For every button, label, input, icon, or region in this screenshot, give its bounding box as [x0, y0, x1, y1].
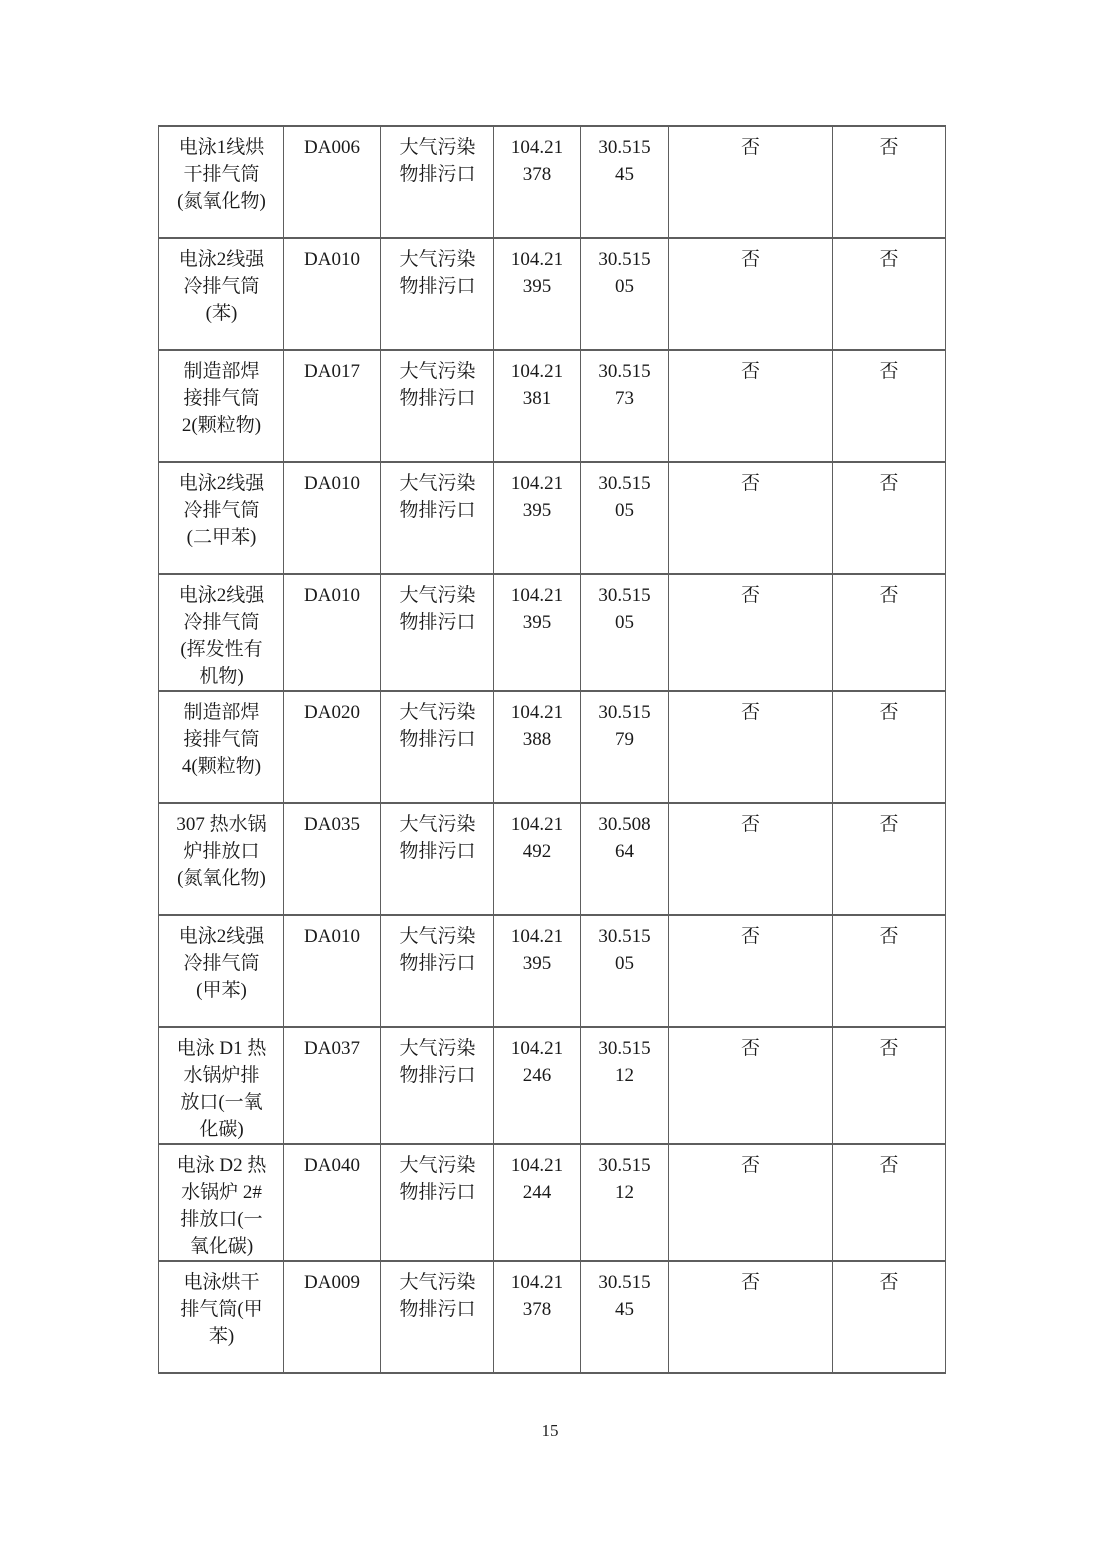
flag-cell-1: 否 — [669, 238, 833, 350]
outlet-code-cell: DA010 — [284, 238, 381, 350]
table-row — [159, 238, 946, 350]
latitude-cell: 30.51512 — [581, 1027, 669, 1144]
outlet-code-cell: DA009 — [284, 1261, 381, 1373]
latitude-cell: 30.51512 — [581, 1144, 669, 1261]
table-row — [159, 1144, 946, 1261]
latitude-cell: 30.51573 — [581, 350, 669, 462]
longitude-cell: 104.21395 — [494, 462, 581, 574]
flag-cell-2: 否 — [833, 462, 946, 574]
outlet-type-cell: 大气污染物排污口 — [381, 1027, 494, 1144]
latitude-cell: 30.51505 — [581, 915, 669, 1027]
latitude-cell: 30.50864 — [581, 803, 669, 915]
latitude-cell: 30.51579 — [581, 691, 669, 803]
flag-cell-1: 否 — [669, 1027, 833, 1144]
outlet-name-cell: 制造部焊接排气筒4(颗粒物) — [159, 691, 284, 803]
latitude-cell: 30.51545 — [581, 1261, 669, 1373]
flag-cell-1: 否 — [669, 574, 833, 691]
flag-cell-1: 否 — [669, 1144, 833, 1261]
flag-cell-2: 否 — [833, 803, 946, 915]
table-row — [159, 915, 946, 1027]
table-row — [159, 126, 946, 238]
flag-cell-2: 否 — [833, 1027, 946, 1144]
outlet-type-cell: 大气污染物排污口 — [381, 691, 494, 803]
outlet-name-cell: 电泳2线强冷排气筒(二甲苯) — [159, 462, 284, 574]
latitude-cell: 30.51545 — [581, 126, 669, 238]
table-row — [159, 574, 946, 691]
pollutant-outlet-table — [158, 125, 946, 1374]
outlet-code-cell: DA010 — [284, 462, 381, 574]
flag-cell-1: 否 — [669, 803, 833, 915]
flag-cell-1: 否 — [669, 915, 833, 1027]
flag-cell-2: 否 — [833, 691, 946, 803]
outlet-code-cell: DA035 — [284, 803, 381, 915]
flag-cell-2: 否 — [833, 1144, 946, 1261]
outlet-type-cell: 大气污染物排污口 — [381, 574, 494, 691]
outlet-code-cell: DA020 — [284, 691, 381, 803]
latitude-cell: 30.51505 — [581, 238, 669, 350]
longitude-cell: 104.21244 — [494, 1144, 581, 1261]
longitude-cell: 104.21378 — [494, 1261, 581, 1373]
longitude-cell: 104.21395 — [494, 238, 581, 350]
outlet-name-cell: 电泳 D1 热水锅炉排放口(一氧化碳) — [159, 1027, 284, 1144]
outlet-type-cell: 大气污染物排污口 — [381, 126, 494, 238]
flag-cell-2: 否 — [833, 1261, 946, 1373]
outlet-code-cell: DA040 — [284, 1144, 381, 1261]
flag-cell-1: 否 — [669, 1261, 833, 1373]
flag-cell-1: 否 — [669, 691, 833, 803]
outlet-type-cell: 大气污染物排污口 — [381, 462, 494, 574]
outlet-type-cell: 大气污染物排污口 — [381, 1261, 494, 1373]
flag-cell-1: 否 — [669, 126, 833, 238]
outlet-name-cell: 电泳烘干排气筒(甲苯) — [159, 1261, 284, 1373]
outlet-name-cell: 电泳1线烘干排气筒(氮氧化物) — [159, 126, 284, 238]
outlet-name-cell: 电泳2线强冷排气筒(挥发性有机物) — [159, 574, 284, 691]
flag-cell-2: 否 — [833, 350, 946, 462]
flag-cell-2: 否 — [833, 915, 946, 1027]
outlet-name-cell: 电泳 D2 热水锅炉 2# 排放口(一氧化碳) — [159, 1144, 284, 1261]
table-row — [159, 803, 946, 915]
outlet-code-cell: DA006 — [284, 126, 381, 238]
pollutant-outlet-table-body — [159, 126, 946, 1373]
longitude-cell: 104.21388 — [494, 691, 581, 803]
outlet-type-cell: 大气污染物排污口 — [381, 915, 494, 1027]
table-row — [159, 1261, 946, 1373]
longitude-cell: 104.21381 — [494, 350, 581, 462]
flag-cell-1: 否 — [669, 350, 833, 462]
outlet-code-cell: DA010 — [284, 574, 381, 691]
longitude-cell: 104.21246 — [494, 1027, 581, 1144]
flag-cell-1: 否 — [669, 462, 833, 574]
outlet-code-cell: DA010 — [284, 915, 381, 1027]
outlet-name-cell: 电泳2线强冷排气筒(苯) — [159, 238, 284, 350]
flag-cell-2: 否 — [833, 238, 946, 350]
longitude-cell: 104.21492 — [494, 803, 581, 915]
page-number: 15 — [541, 1421, 559, 1440]
outlet-name-cell: 307 热水锅炉排放口(氮氧化物) — [159, 803, 284, 915]
outlet-type-cell: 大气污染物排污口 — [381, 350, 494, 462]
latitude-cell: 30.51505 — [581, 574, 669, 691]
flag-cell-2: 否 — [833, 574, 946, 691]
longitude-cell: 104.21395 — [494, 574, 581, 691]
outlet-code-cell: DA037 — [284, 1027, 381, 1144]
table-row — [159, 1027, 946, 1144]
outlet-name-cell: 电泳2线强冷排气筒(甲苯) — [159, 915, 284, 1027]
flag-cell-2: 否 — [833, 126, 946, 238]
outlet-type-cell: 大气污染物排污口 — [381, 238, 494, 350]
table-row — [159, 350, 946, 462]
outlet-type-cell: 大气污染物排污口 — [381, 803, 494, 915]
latitude-cell: 30.51505 — [581, 462, 669, 574]
table-row — [159, 691, 946, 803]
longitude-cell: 104.21395 — [494, 915, 581, 1027]
table-row — [159, 462, 946, 574]
outlet-type-cell: 大气污染物排污口 — [381, 1144, 494, 1261]
outlet-name-cell: 制造部焊接排气筒2(颗粒物) — [159, 350, 284, 462]
longitude-cell: 104.21378 — [494, 126, 581, 238]
outlet-code-cell: DA017 — [284, 350, 381, 462]
